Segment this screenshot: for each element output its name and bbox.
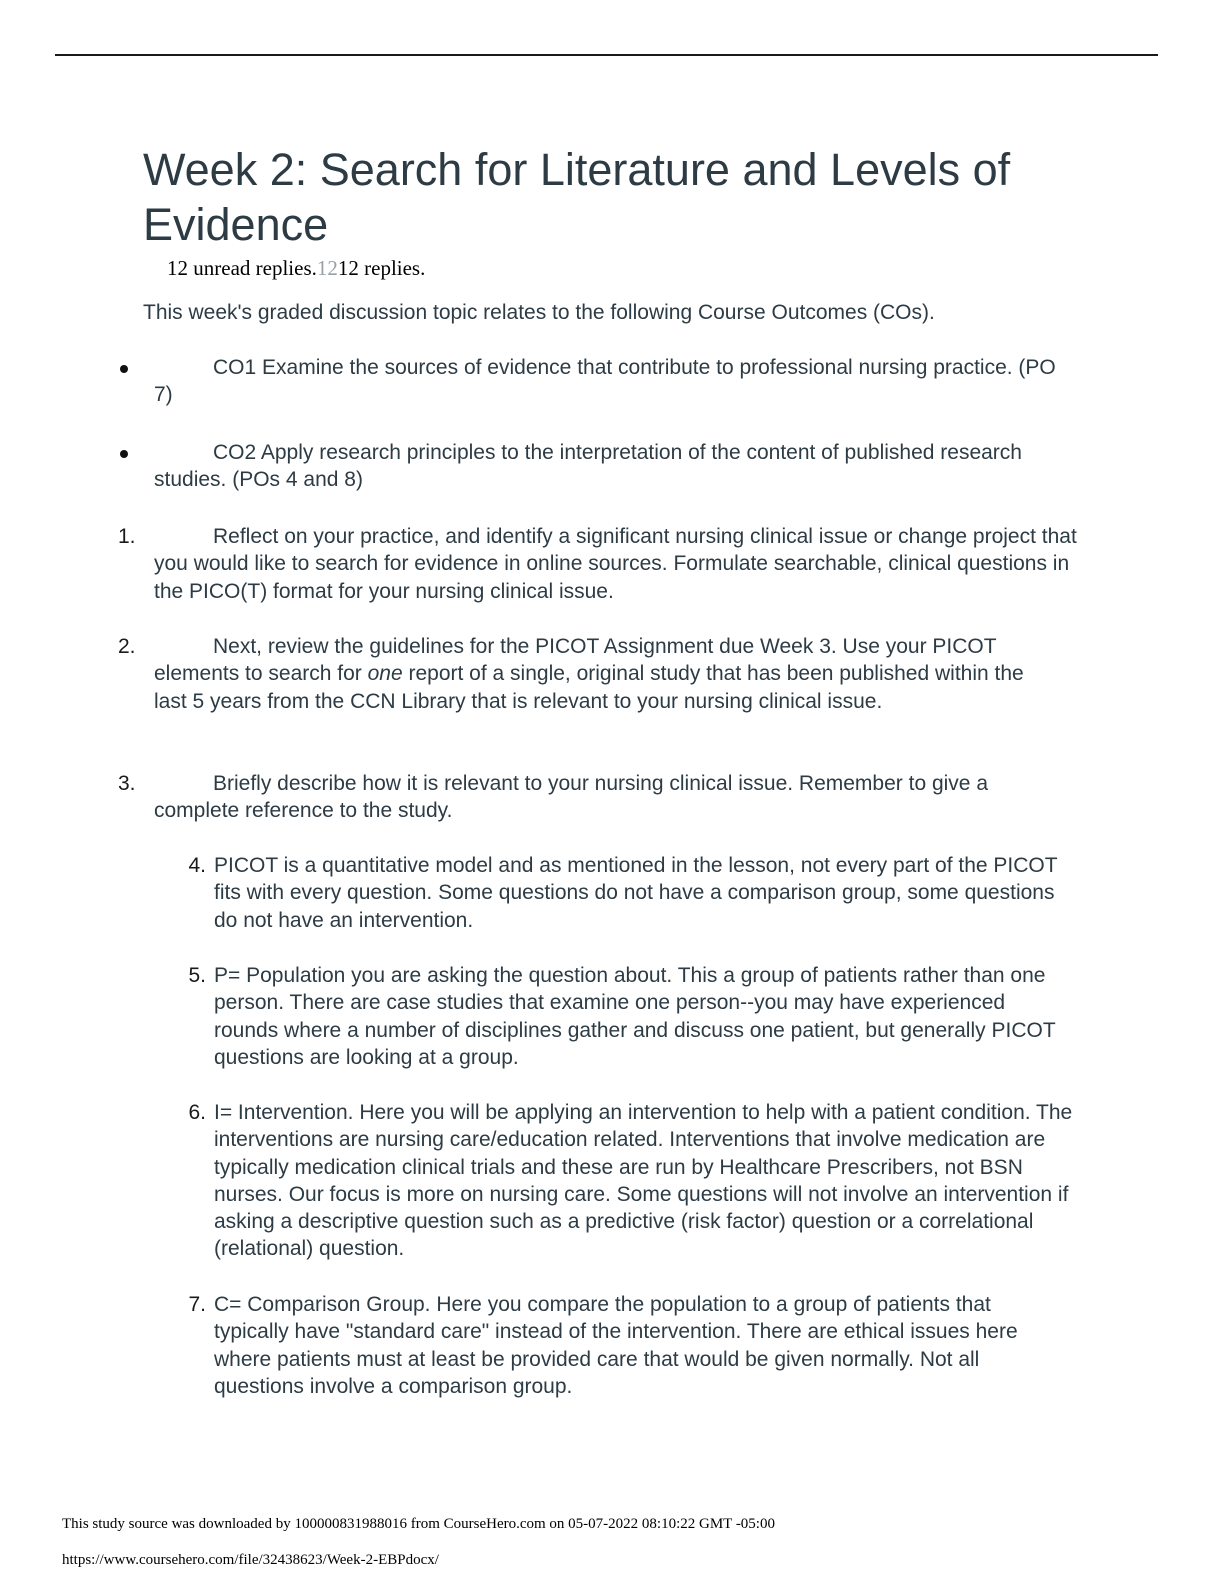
picot-note-6 — [178, 1099, 1078, 1263]
step-text-part: report of a single, original study that has been published within the last 5 years from the CCN Library that is relevant to your nursing clinical issue. — [154, 662, 1024, 713]
note-text: P= Population you are asking the question about. This a group of patients rather than one person. There are case studies that examine one person--you may have experienced rounds where a number of disciplines gather and discuss one patient, but generally PICOT questions are looking at a group. — [214, 964, 1056, 1069]
top-divider — [55, 54, 1158, 56]
outcome-text: CO2 Apply research principles to the interpretation of the content of published research studies. (POs 4 and 8) — [154, 441, 1022, 492]
replies-summary — [167, 255, 425, 281]
step-item-2 — [118, 633, 1058, 715]
step-item-3 — [118, 770, 1058, 825]
step-item-1 — [118, 523, 1078, 605]
picot-note-7 — [178, 1291, 1058, 1400]
step-number: 3. — [118, 772, 136, 795]
bullet-icon — [120, 365, 128, 373]
note-number: 5. — [188, 964, 206, 987]
picot-note-5 — [178, 962, 1058, 1071]
step-text — [118, 633, 1058, 715]
download-notice: This study source was downloaded by 100000831988016 from CourseHero.com on 05-07-2022 08:10:22 GMT -05:00 — [62, 1516, 775, 1532]
note-text: C= Comparison Group. Here you compare the population to a group of patients that typically have "standard care" instead of the intervention. There are ethical issues here where patients must at least be provided care that would be given normally. Not all questions involve a comparison group. — [214, 1293, 1018, 1398]
picot-note-4 — [178, 852, 1058, 934]
emphasis-text: one — [367, 662, 403, 686]
note-text: PICOT is a quantitative model and as mentioned in the lesson, not every part of the PICOT fits with every question. Some questions do not have a comparison group, some questions do not have an intervention. — [214, 854, 1058, 932]
note-number: 4. — [188, 854, 206, 877]
step-number: 1. — [118, 525, 136, 548]
replies-count-badge: 12 — [316, 256, 338, 280]
note-text: I= Intervention. Here you will be applying an intervention to help with a patient condition. The interventions are nursing care/education related. Interventions that involve medication are typically medication clinical trials and these are run by Healthcare Prescribers, not BSN nurses. Our focus is more on nursing care. Some questions will not involve an intervention if asking a descriptive question such as a predictive (risk factor) question or a correlational (relational) question. — [214, 1101, 1073, 1261]
step-number: 2. — [118, 635, 136, 658]
total-replies-count: 12 replies. — [337, 256, 426, 280]
outcome-item-co1 — [118, 354, 1058, 409]
intro-paragraph: This week's graded discussion topic relates to the following Course Outcomes (COs). — [143, 301, 935, 324]
outcome-text: CO1 Examine the sources of evidence that contribute to professional nursing practice. (PO 7) — [154, 356, 1056, 407]
bullet-icon — [120, 450, 128, 458]
page-title: Week 2: Search for Literature and Levels of Evidence — [143, 144, 1011, 250]
note-number: 7. — [188, 1293, 206, 1316]
source-url-link[interactable]: https://www.coursehero.com/file/32438623/Week-2-EBPdocx/ — [62, 1552, 439, 1568]
outcome-item-co2 — [118, 439, 1058, 494]
step-text: Briefly describe how it is relevant to your nursing clinical issue. Remember to give a complete reference to the study. — [154, 772, 989, 823]
step-text: Reflect on your practice, and identify a significant nursing clinical issue or change project that you would like to search for evidence in online sources. Formulate searchable, clinical questions in the PICO(T) format for your nursing clinical issue. — [154, 525, 1077, 603]
step-text-part: Next, review the guidelines for the PICOT Assignment due Week 3. Use your PICOT elements to search for — [154, 635, 997, 686]
note-number: 6. — [188, 1101, 206, 1124]
unread-replies-count: 12 unread replies. — [167, 256, 317, 280]
